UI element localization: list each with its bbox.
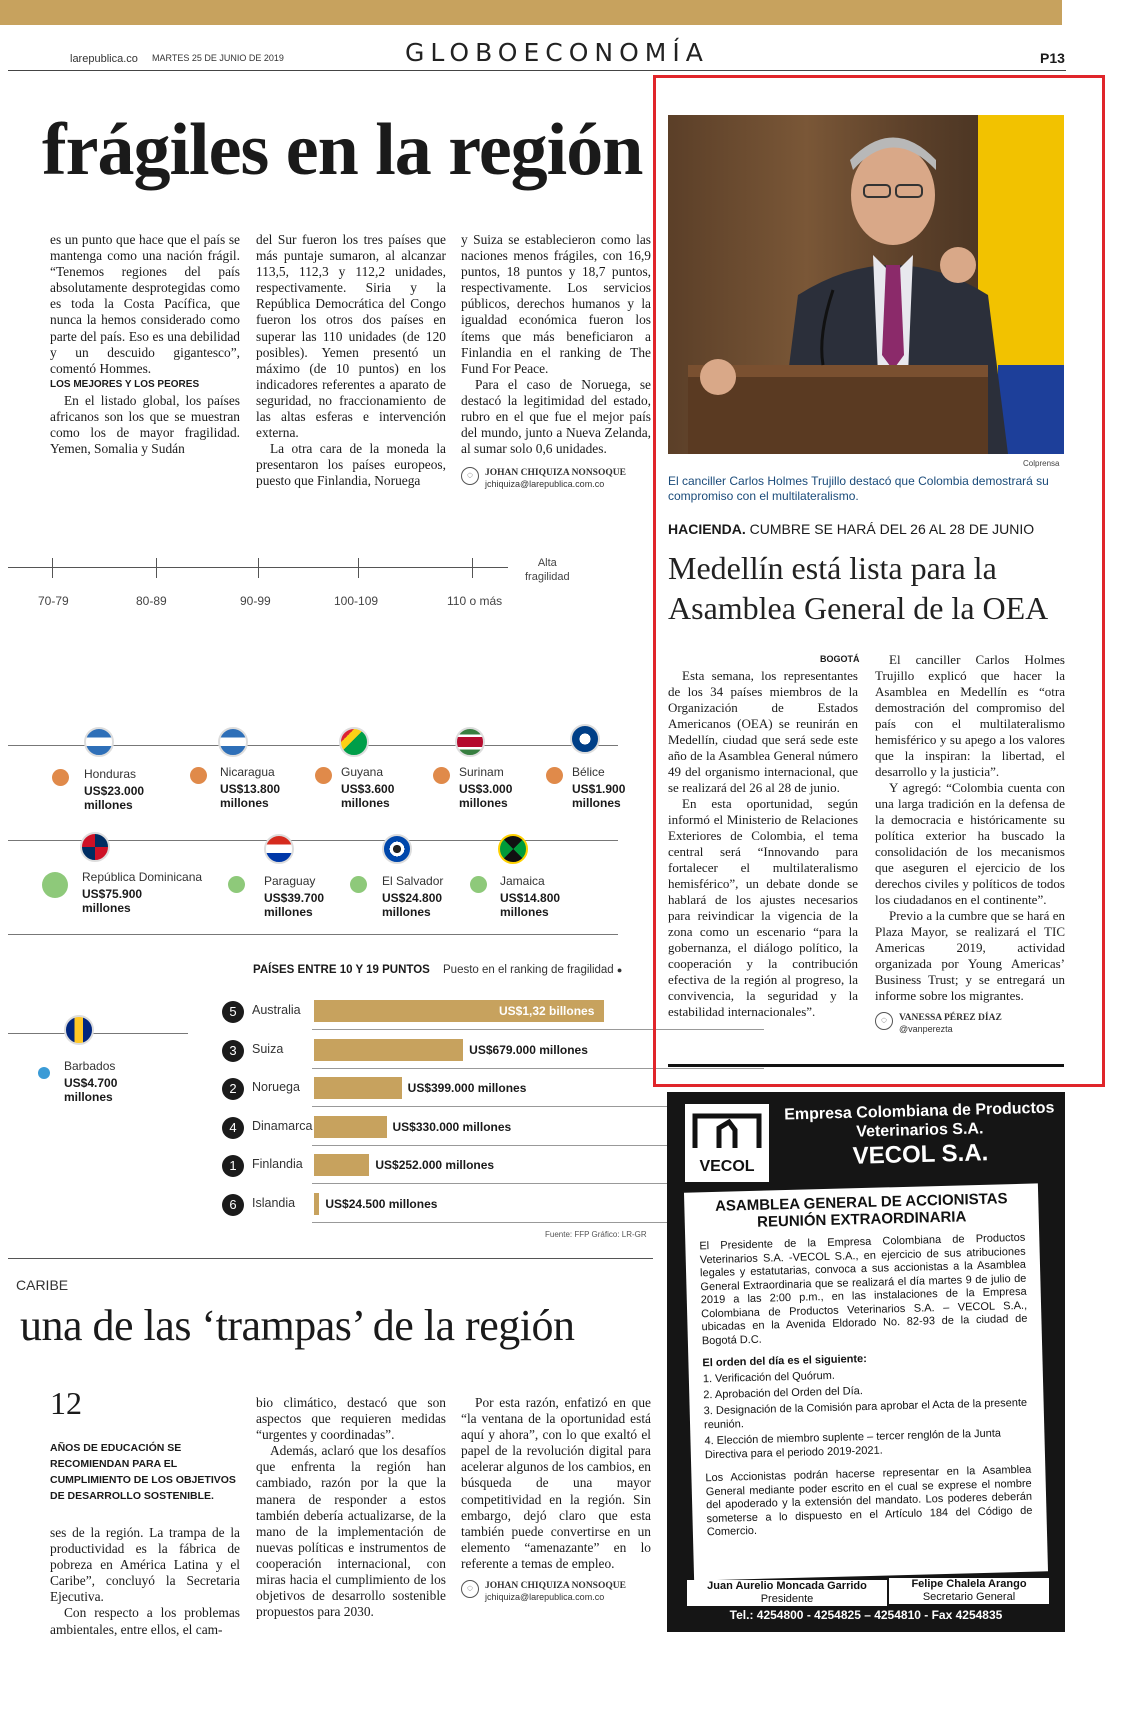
- bar: [314, 1154, 369, 1176]
- issue-date: MARTES 25 DE JUNIO DE 2019: [152, 53, 284, 63]
- barbados-flag-icon: [64, 1015, 94, 1045]
- paragraph: Previo a la cumbre que se hará en Plaza Mayor, se realizará el TIC Americas 2019, actividad organizada por Young Americas’ Business Trust; y se entregará un informe sobre los migrantes.: [875, 908, 1065, 1003]
- paragraph: del Sur fueron los tres países que más puntaje sumaron, al alcanzar 113,5, 112,3 y 112,2 unidades, respectivamente. Siria y la República Democrática del Congo fueron los otros dos países en superar las 110 unidades (de 120 posibles). Yemen presentó un máximo (de 10 puntos) en los indicadores referentes a aparato de seguridad, no fraccionamiento de las altas esferas e intervención externa.: [256, 232, 446, 441]
- orange-dot-icon: [52, 769, 69, 786]
- orange-dot-icon: [433, 767, 450, 784]
- agenda-item: 4. Elección de miembro suplente – tercer renglón de la Junta Directiva para el periodo 2019-2021.: [704, 1427, 1002, 1462]
- bar-label: Finlandia: [252, 1157, 303, 1171]
- bar: [314, 1039, 463, 1061]
- scale-tick: [258, 558, 259, 578]
- scale-tick: [472, 558, 473, 578]
- signature-secretary: Felipe Chalela Arango Secretario General: [889, 1578, 1049, 1604]
- ad-subtitle: REUNIÓN EXTRAORDINARIA: [756, 1208, 967, 1231]
- author-signature: [875, 1012, 1065, 1035]
- ad-company-block: Empresa Colombiana de Productos Veterinarios S.A. VECOL S.A.: [784, 1099, 1055, 1170]
- speaker-photo-illustration: [668, 115, 1064, 454]
- el-salvador-flag-icon: [382, 834, 412, 864]
- country-name: Barbados: [64, 1059, 116, 1073]
- subhead: LOS MEJORES Y LOS PEORES: [50, 378, 200, 390]
- bar: [314, 1116, 387, 1138]
- green-dot-icon: [470, 876, 487, 893]
- jamaica-flag-icon: [498, 834, 528, 864]
- speech-bubble-icon: ◌: [875, 1012, 893, 1030]
- country-name: Jamaica: [500, 874, 545, 888]
- rank-badge: 3: [222, 1040, 244, 1062]
- agenda-item: 3. Designación de la Comisión para aprobar el Acta de la presente reunión.: [703, 1396, 1028, 1432]
- section-rule: [8, 1258, 653, 1259]
- paragraph: Para el caso de Noruega, se destacó la legitimidad del estado, rubro en el que fue el mejor país del mundo, junto a Nueva Zelanda, al sumar solo 0,6 unidades.: [461, 376, 651, 457]
- country-value: US$23.000 millones: [84, 784, 145, 812]
- green-dot-icon: [228, 876, 245, 893]
- paragraph: En esta oportunidad, según informó el Ministerio de Relaciones Exteriores de Colombia, el tema central será “Innovando para fortalecer el multilateralismo hemisférico”, un debate donde se hablará de los ajustes necesarios para reivindicar la vigencia de la zona como un escenario “para la gobernanza, el diálogo político, la cooperación y la contribución efectiva de la región al progreso, la convivencia, la seguridad y la estabilidad internacionales”.: [668, 796, 858, 1019]
- orange-dot-icon: [190, 767, 207, 784]
- author-name: JOHAN CHIQUIZA NONSOQUE: [485, 1581, 626, 1592]
- paragraph: y Suiza se establecieron como las naciones menos frágiles, con 16,9 puntos, 18 puntos y 18,7 puntos, respectivamente. Los servicios públicos, derechos humanos y la igualdad económica fueron los ítems que más beneficiaron a Finlandia en el ranking de The Fund For Peace.: [461, 232, 651, 376]
- bar-label: Suiza: [252, 1041, 284, 1056]
- article2-headline: una de las ‘trampas’ de la región: [20, 1301, 575, 1350]
- country-barbados: [38, 1015, 178, 1105]
- scale-label: 90-99: [240, 594, 271, 608]
- rank-badge: 1: [222, 1155, 244, 1177]
- big-number-caption: AÑOS DE EDUCACIÓN SE RECOMIENDAN PARA EL CUMPLIMIENTO DE LOS OBJETIVOS DE DESARROLLO SOSTENIBLE.: [50, 1442, 236, 1502]
- paragraph: es un punto que hace que el país se mantenga como una nación frágil. “Tenemos regiones del país absolutamente desprotegidas como es toda la Costa Pacífica, que nunca la hemos considerado como parte del país. Eso es una debilidad y un descuido gigantesco”, comentó Hommes.: [50, 232, 240, 376]
- author-name: JOHAN CHIQUIZA NONSOQUE: [485, 468, 626, 479]
- top-color-band: [0, 0, 1062, 25]
- bar-label: Noruega: [252, 1080, 300, 1094]
- article2-kicker: CARIBE: [16, 1277, 69, 1293]
- article1-column-3: [461, 232, 651, 490]
- belice-flag-icon: [570, 724, 600, 754]
- article2-column-1: [50, 1525, 240, 1638]
- bar-value-label: US$679.000 millones: [469, 1042, 588, 1057]
- rank-badge: 4: [222, 1117, 244, 1139]
- photo-credit: Colprensa: [1023, 459, 1060, 468]
- country-value: US$3.600 millones: [341, 782, 395, 810]
- bar-value-label: US$24.500 millones: [325, 1196, 438, 1211]
- country-value: US$75.900 millones: [82, 887, 143, 915]
- country-name: Guyana: [341, 765, 384, 779]
- chart-title: PAÍSES ENTRE 10 Y 19 PUNTOS: [253, 964, 430, 976]
- article1-column-1: [50, 232, 240, 457]
- bar-value-label: US$399.000 millones: [407, 1081, 527, 1095]
- scale-tick: [358, 558, 359, 578]
- bar-value-label: US$252.000 millones: [375, 1158, 495, 1172]
- speech-bubble-icon: ◌: [461, 467, 479, 485]
- article1-headline: frágiles en la región: [42, 109, 643, 191]
- guyana-flag-icon: [339, 727, 369, 757]
- article3-headline: Medellín está lista para la Asamblea General de la OEA: [668, 550, 1049, 626]
- bar-label: Dinamarca: [252, 1118, 313, 1133]
- rank-badge: 5: [222, 1001, 244, 1023]
- paragraph: Y agregó: “Colombia cuenta con una larga tradición en la defensa de la democracia e históricamente su política exterior ha buscado la consolidación de los mecanismos que aseguren el ejercicio de los derechos civiles y políticos de todos los ciudadanos en el continente”.: [875, 780, 1065, 907]
- paragraph: Con respecto a los problemas ambientales, entre ellos, el cam-: [50, 1605, 240, 1637]
- country-jamaica: [470, 834, 590, 924]
- country-name: Honduras: [84, 767, 137, 781]
- bar: [314, 1077, 402, 1099]
- author-name: VANESSA PÉREZ DÍAZ: [899, 1013, 1002, 1023]
- country-value: US$1.900 millones: [572, 782, 626, 810]
- country-belice: [546, 724, 656, 814]
- green-dot-icon: [350, 876, 367, 893]
- bar-label: Islandia: [252, 1195, 296, 1210]
- speech-bubble-icon: ◌: [461, 1580, 479, 1598]
- green-dot-icon: [42, 872, 68, 898]
- scale-label: 80-89: [136, 594, 167, 608]
- country-value: US$39.700 millones: [264, 891, 325, 919]
- country-republica-dominicana: [40, 832, 220, 922]
- scale-tick: [52, 558, 53, 578]
- orange-dot-icon: [315, 767, 332, 784]
- scale-high-label: Alta fragilidad: [525, 557, 570, 583]
- chart-source: Fuente: FFP Gráfico: LR-GR: [545, 1230, 647, 1239]
- orange-dot-icon: [546, 767, 563, 784]
- author-email[interactable]: jchiquiza@larepublica.com.co: [485, 479, 605, 490]
- scale-tick: [156, 558, 157, 578]
- article3-column-1: [668, 668, 858, 1020]
- paragraph: En el listado global, los países africanos son los que se muestran como los de mayor fragilidad. Yemen, Somalia y Sudán: [50, 392, 240, 457]
- nicaragua-flag-icon: [218, 727, 248, 757]
- author-email[interactable]: jchiquiza@larepublica.com.co: [485, 1592, 605, 1603]
- dominican-flag-icon: [80, 832, 110, 862]
- signature-president: Juan Aurelio Moncada Garrido Presidente: [687, 1580, 887, 1606]
- country-el-salvador: [350, 834, 470, 924]
- country-value: US$4.700 millones: [64, 1076, 118, 1104]
- country-name: República Dominicana: [82, 870, 203, 884]
- ad-notice-panel: [684, 1183, 1048, 1580]
- surinam-flag-icon: [455, 727, 485, 757]
- agenda-item: 2. Aprobación del Orden del Día.: [703, 1385, 864, 1402]
- scale-label: 110 o más: [447, 594, 503, 608]
- ad-agenda-title: El orden del día es el siguiente:: [702, 1352, 867, 1370]
- article-end-rule: [668, 1064, 1064, 1067]
- paragraph: Esta semana, los representantes de los 34 países miembros de la Organización de Estados Americanos (OEA) se reunirán en Medellín, ciudad que será sede este año de la Asamblea General número 49 del organismo internacional, que se realizará del 26 al 28 de junio.: [668, 668, 858, 795]
- country-paraguay: [228, 834, 348, 924]
- bar: [314, 1193, 319, 1215]
- agenda-item: 1. Verificación del Quórum.: [702, 1369, 836, 1386]
- scale-label: 100-109: [334, 594, 379, 608]
- paragraph: Por esta razón, enfatizó en que “la ventana de la oportunidad está aquí y ahora”, con lo que exaltó el papel de la revolución digital para acelerar algunos de los cambios, en búsqueda de una mayor competitividad en la región. Sin embargo, dejó claro que esta también puede convertirse en un elemento “amenazante” en lo referente a temas de empleo.: [461, 1395, 651, 1571]
- country-honduras: [52, 727, 182, 817]
- country-name: El Salvador: [382, 874, 444, 888]
- row-rule: [8, 934, 618, 935]
- vecol-logo-icon: [685, 1104, 769, 1160]
- vecol-advertisement[interactable]: [667, 1092, 1065, 1632]
- site-name[interactable]: larepublica.co: [70, 53, 138, 65]
- bar-label: Australia: [252, 1003, 301, 1017]
- article1-column-2: [256, 232, 446, 490]
- country-surinam: [433, 727, 553, 817]
- ad-note: Los Accionistas podrán hacerse representar en la Asamblea General mediante poder escrito en el cual se exprese el nombre del apoderado y la extensión del mandato. Los poderes deberán someterse a lo dispuesto en el Artículo 184 del Código de Comercio.: [705, 1463, 1033, 1539]
- country-nicaragua: [190, 727, 320, 817]
- article3-kicker: HACIENDA. CUMBRE SE HARÁ DEL 26 AL 28 DE JUNIO: [668, 521, 1035, 537]
- article2-column-2: [256, 1395, 446, 1620]
- author-handle[interactable]: @vanperezta: [899, 1024, 953, 1034]
- section-title: GLOBOECONOMÍA: [405, 38, 709, 67]
- scale-label: 70-79: [38, 594, 69, 608]
- photo-caption: El canciller Carlos Holmes Trujillo destacó que Colombia demostrará su compromiso con el multilateralismo.: [668, 474, 1049, 503]
- chart-legend: Puesto en el ranking de fragilidad ●: [443, 964, 623, 976]
- bar-value-label: US$1,32 billones: [499, 1004, 595, 1018]
- dateline: BOGOTÁ: [820, 654, 860, 664]
- big-number: 12: [50, 1385, 82, 1421]
- country-value: US$24.800 millones: [382, 891, 443, 919]
- country-name: Paraguay: [264, 874, 316, 888]
- article2-column-3: [461, 1395, 651, 1603]
- ad-body: El Presidente de la Empresa Colombiana de Productos Veterinarios S.A. -VECOL S.A., en ejercicio de sus atribuciones legales y estatutarias, convoca a sus accionistas a la Asamblea General Extraordinaria que se realizará el día martes 9 de julio de 2019 a las 2:00 p.m., en las instalaciones de la Empresa Colombiana de Productos Veterinarios S.A. – VECOL S.A., ubicadas en la Avenida Eldorado No. 82-93 de la ciudad de Bogotá D.C.: [699, 1231, 1028, 1347]
- article3-column-2: [875, 652, 1065, 1035]
- paragraph: El canciller Carlos Holmes Trujillo explicó que hacer la Asamblea en Medellín es “otra demostración del compromiso del país con el multilateralismo hemisférico y su apego a los valores que la inspiran: la libertad, el desarrollo y la justicia”.: [875, 652, 1065, 779]
- paragraph: ses de la región. La trampa de la productividad es la fábrica de pobreza en América Latina y el Caribe”, concluyó la Secretaria Ejecutiva.: [50, 1525, 240, 1605]
- ad-phones[interactable]: Tel.: 4254800 - 4254825 – 4254810 - Fax 4254835: [729, 1608, 1003, 1622]
- header-rule: [8, 70, 1066, 71]
- author-signature: [461, 1580, 651, 1603]
- paraguay-flag-icon: [264, 834, 294, 864]
- rank-badge: 6: [222, 1194, 244, 1216]
- country-value: US$13.800 millones: [220, 782, 281, 810]
- bar-value-label: US$330.000 millones: [392, 1119, 512, 1134]
- ad-title: ASAMBLEA GENERAL DE ACCIONISTAS: [714, 1190, 1008, 1215]
- country-name: Surinam: [459, 765, 504, 779]
- country-name: Bélice: [572, 765, 605, 779]
- vecol-logo: VECOL: [685, 1104, 769, 1182]
- page-number: P13: [1040, 50, 1065, 66]
- rank-badge: 2: [222, 1078, 244, 1100]
- paragraph: La otra cara de la moneda la presentaron los países europeos, puesto que Finlandia, Noruega: [256, 441, 446, 489]
- country-value: US$14.800 millones: [500, 891, 561, 919]
- paragraph: bio climático, destacó que son aspectos que requieren medidas “urgentes y coordinadas”.: [256, 1395, 446, 1443]
- author-signature: [461, 467, 651, 490]
- blue-dot-icon: [38, 1067, 50, 1079]
- country-guyana: [315, 727, 445, 817]
- article3-photo[interactable]: [668, 115, 1064, 454]
- paragraph: Además, aclaró que los desafíos que enfrenta la región han cambiado, razón por la que la manera de responder a estos también debería actualizarse, de la mano de la implementación de nuevas políticas e instrumentos de cooperación internacional, con miras hacia el cumplimiento de los objetivos de desarrollo sostenible propuestos para 2030.: [256, 1443, 446, 1620]
- country-name: Nicaragua: [220, 765, 275, 779]
- country-value: US$3.000 millones: [459, 782, 513, 810]
- honduras-flag-icon: [84, 727, 114, 757]
